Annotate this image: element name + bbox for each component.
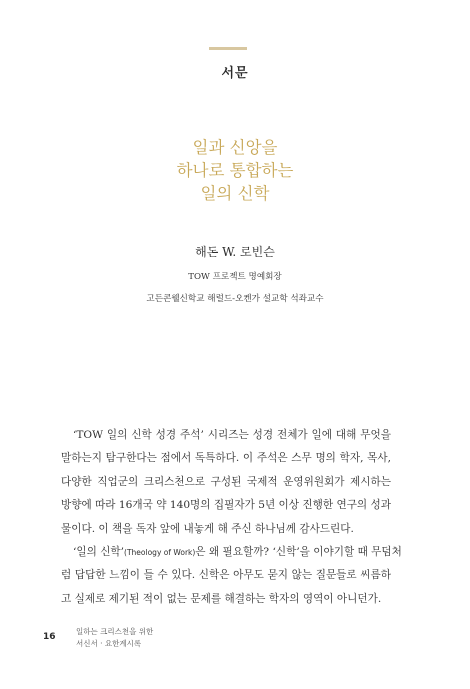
paragraph-1-line-2: 말하는지 탐구한다는 점에서 독특하다. 이 주석은 스무 명의 학자, 목사,	[61, 452, 391, 465]
title-line-1: 일과 신앙을	[192, 138, 278, 157]
author-name: 해돈 W. 로빈슨	[195, 245, 275, 259]
page-number: 16	[43, 632, 56, 642]
paragraph-2-line-1-rest: 은 왜 필요할까? ‘신학’을 이야기할 때 무덤처	[195, 546, 402, 559]
footer-series-line-1: 일하는 크리스천을 위한	[76, 627, 154, 636]
author-affiliation: 고든콘웰신학교 해럴드-오켄가 설교학 석좌교수	[146, 294, 324, 304]
paragraph-2-line-3: 고 실제로 제기된 적이 없는 문제를 해결하는 학자의 영역이 아니던가.	[61, 592, 382, 605]
footer-series-line-2: 서신서 · 요한계시록	[76, 638, 142, 648]
title-line-3: 일의 신학	[200, 184, 270, 203]
paragraph-2-line-1	[61, 541, 402, 564]
section-label: 서문	[221, 66, 249, 81]
paragraph-1-line-3: 다양한 직업군의 크리스천으로 구성된 국제적 운영위원회가 제시하는	[61, 475, 391, 488]
chapter-title	[0, 136, 470, 205]
title-line-2: 하나로 통합하는	[176, 161, 294, 180]
body-text	[61, 424, 402, 611]
paragraph-2-term-english: (Theology of Work)	[124, 548, 196, 558]
footer-series-title	[76, 626, 153, 649]
top-decorative-rule	[209, 47, 247, 50]
paragraph-1-line-1: ‘TOW 일의 신학 성경 주석’ 시리즈는 성경 전체가 일에 대해 무엇을	[73, 429, 391, 441]
paragraph-2-term: ‘일의 신학’	[73, 546, 125, 559]
author-role: TOW 프로젝트 명예회장	[188, 272, 282, 282]
paragraph-1-line-5: 물이다. 이 책을 독자 앞에 내놓게 해 주신 하나님께 감사드린다.	[61, 522, 354, 535]
paragraph-2-line-2: 럼 답답한 느낌이 들 수 있다. 신학은 아무도 묻지 않는 질문들로 씨름하	[61, 569, 391, 582]
paragraph-1-line-4: 방향에 따라 16개국 약 140명의 집필자가 5년 이상 진행한 연구의 성과	[61, 499, 391, 512]
